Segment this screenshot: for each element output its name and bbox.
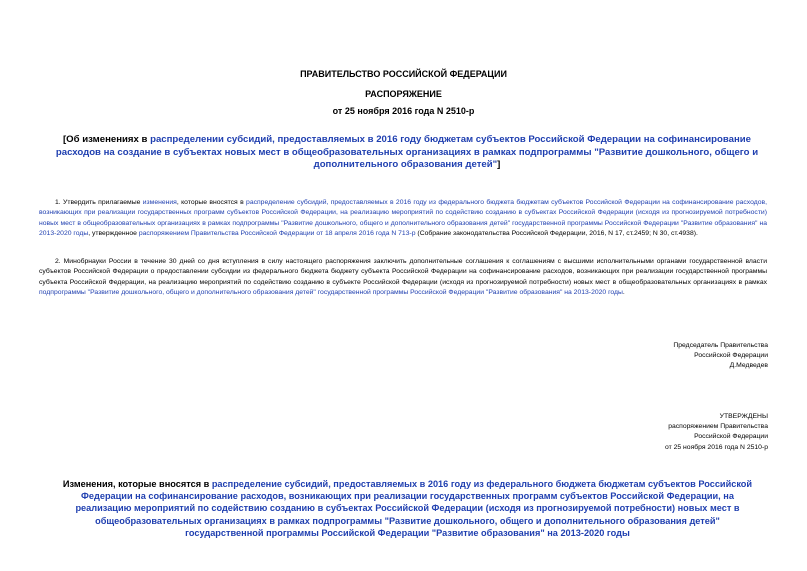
- approval-line-2: распоряжением Правительства: [668, 423, 768, 431]
- signature-line-3: Д.Медведев: [729, 362, 768, 370]
- para1-link-distribution[interactable]: распределение субсидий, предоставляемых в 2016 году из федерального бюджета бюджетам субъектов Российской Федерации на софинансирование расходов, возникающих при реализации государственных программ субъектов Российской Федерации, на реализацию мероприятий по содействию созданию в субъектах Российской Федерации (исходя из прогнозируемой потребности) новых мест в общеобразовательных организациях в рамках подпрограммы "Развитие дошкольного, общего и дополнительного образования детей" государственной программы Российской Федерации "Развитие образования" на 2013-2020 годы: [39, 199, 767, 237]
- annex-title-link[interactable]: распределение субсидий, предоставляемых в 2016 году из федерального бюджета бюджетам субъектов Российской Федерации на софинансирование расходов, возникающих при реализации государственных программ субъектов Российской Федерации, на реализацию мероприятий по содействию созданию в субъектах Российской Федерации (исходя из прогнозируемой потребности) новых мест в общеобразовательных организациях в рамках подпрограммы "Развитие дошкольного, общего и дополнительного образования детей" государственной программы Российской Федерации "Развитие образования" на 2013-2020 годы: [75, 479, 753, 538]
- title-suffix: ]: [497, 159, 501, 170]
- annex-title-prefix: Изменения, которые вносятся в: [62, 479, 212, 489]
- para2-text-2: .: [622, 288, 625, 296]
- para2-link-subprogram[interactable]: подпрограммы "Развитие дошкольного, общего и дополнительного образования детей" государственной программы Российской Федерации "Развитие образования" на 2013-2020 годы: [39, 288, 623, 296]
- paragraph-2: [39, 257, 767, 298]
- signature-line-1: Председатель Правительства: [673, 342, 768, 349]
- para1-text-3: , утвержденное: [88, 229, 139, 237]
- para1-text-4: (Собрание законодательства Российской Федерации, 2016, N 17, ст.2459; N 30, ст.4938).: [415, 229, 698, 237]
- para1-text-1: 1. Утвердить прилагаемые: [55, 199, 143, 206]
- annex-title: [60, 478, 755, 539]
- paragraph-1: [39, 198, 767, 239]
- approval-line-3: Российской Федерации: [694, 433, 768, 441]
- signature-line-2: Российской Федерации: [694, 352, 768, 360]
- para1-text-2: , которые вносятся в: [176, 199, 247, 206]
- government-heading: ПРАВИТЕЛЬСТВО РОССИЙСКОЙ ФЕДЕРАЦИИ: [300, 69, 507, 79]
- para1-link-order[interactable]: распоряжением Правительства Российской Федерации от 18 апреля 2016 года N 713-р: [138, 229, 416, 237]
- document-date-number: от 25 ноября 2016 года N 2510-р: [332, 106, 475, 116]
- title-link[interactable]: распределении субсидий, предоставляемых в 2016 году бюджетам субъектов Российской Федерации на софинансирование расходов на создание в субъектах новых мест в общеобразовательных организациях в рамках подпрограммы "Развитие дошкольного, общего и дополнительного образования детей": [55, 134, 759, 170]
- approval-line-4: от 25 ноября 2016 года N 2510-р: [664, 443, 768, 451]
- document-title: [52, 134, 762, 172]
- para1-link-changes[interactable]: изменения: [142, 199, 177, 206]
- para2-text-1: 2. Минобрнауки России в течение 30 дней со дня вступления в силу настоящего распоряжения заключить дополнительные соглашения к соглашениям с высшими исполнительными органами государственной власти субъектов Российской Федерации о предоставлении субсидии из федерального бюджета бюджету субъекта Российской Федерации на софинансирование расходов, возникающих при реализации государственной программы субъекта Российской Федерации, на реализацию мероприятий по содействию созданию в субъекте Российской Федерации (исходя из прогнозируемой потребности) новых мест в общеобразовательных организациях в рамках: [39, 258, 767, 286]
- approval-line-1: УТВЕРЖДЕНЫ: [719, 413, 768, 420]
- document-type-heading: РАСПОРЯЖЕНИЕ: [365, 89, 442, 99]
- signature-block: [673, 341, 768, 372]
- title-prefix: [Об изменениях в: [62, 134, 151, 145]
- approval-block: [665, 412, 768, 453]
